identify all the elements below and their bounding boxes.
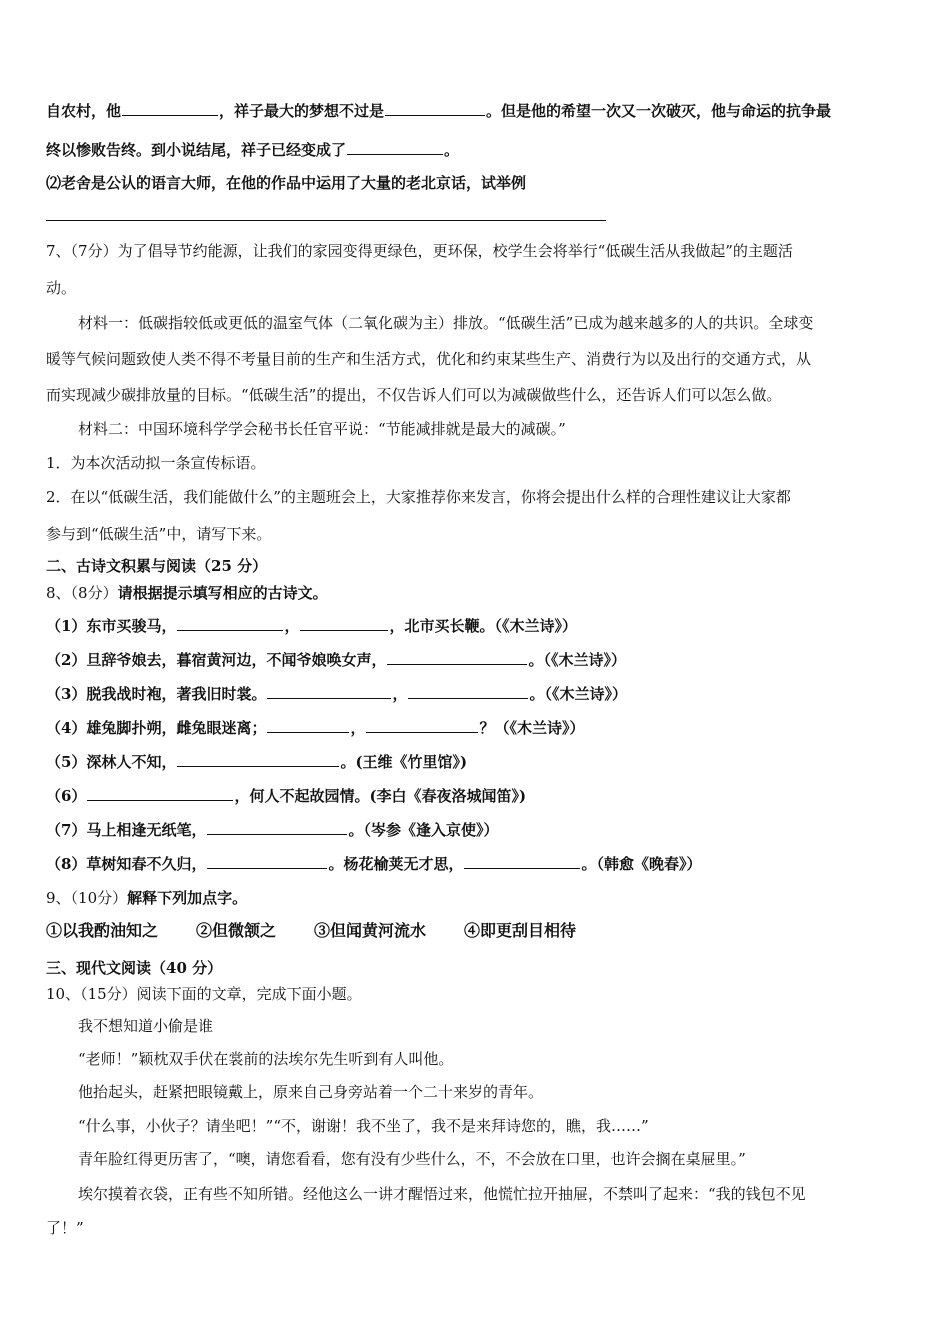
q7-title: 7、（7分）为了倡导节约能源，让我们的家园变得更绿色，更环保，校学生会将举行“低碳生活从我做起”的主题活 — [46, 242, 793, 260]
story-paragraph: 青年脸红得更历害了，“噢，请您看看，您有没有少些什么，不，不会放在口里，也许会搁在桌屉里。” — [78, 1150, 746, 1168]
answer-blank[interactable] — [385, 101, 485, 116]
q8-item: （1）东市买骏马， ， ，北市买长鞭。（《木兰诗》） — [46, 617, 577, 635]
q7-title-cont: 动。 — [46, 279, 77, 297]
answer-blank[interactable] — [207, 820, 347, 835]
answer-blank[interactable] — [300, 616, 388, 631]
q6-line-2: 终以惨败告终。到小说结尾，祥子已经变成了 。 — [46, 141, 460, 159]
material-1-line: 而实现减少碳排放量的目标。“低碳生活”的提出，不仅告诉人们可以为减碳做些什么，还告诉人们可以怎么做。 — [46, 386, 782, 404]
q9-items — [46, 921, 576, 941]
q6-line-1: 自农村，他 ，祥子最大的梦想不过是 。但是他的希望一次又一次破灭，他与命运的抗争最 — [46, 102, 832, 120]
q8-item: （8）草树知春不久归， 。杨花榆荚无才思， 。（韩愈《晚春》） — [46, 855, 702, 873]
q8-item: （5）深林人不知， 。(王维《竹里馆》) — [46, 753, 468, 771]
answer-blank[interactable] — [177, 616, 283, 631]
answer-blank[interactable] — [464, 854, 580, 869]
answer-blank[interactable] — [267, 718, 349, 733]
material-2: 材料二：中国环境科学学会秘书长任官平说：“节能减排就是最大的减碳。” — [78, 420, 566, 438]
q9-item: ④即更刮目相待 — [464, 921, 577, 940]
q9-item: ③但闻黄河流水 — [314, 921, 427, 940]
story-paragraph: “老师！”颖枕双手伏在裳前的法埃尔先生听到有人叫他。 — [78, 1050, 454, 1068]
answer-blank[interactable] — [387, 650, 527, 665]
section-heading: 二、古诗文积累与阅读（25 分） — [46, 557, 268, 575]
q8-item: （7）马上相逢无纸笔， 。（岑参《逢入京使》） — [46, 821, 499, 839]
q10-title: 10、（15分）阅读下面的文章，完成下面小题。 — [46, 985, 362, 1003]
material-1-line: 暖等气候问题致使人类不得不考量目前的生产和生活方式，优化和约束某些生产、消费行为以及出行的交通方式，从 — [46, 350, 812, 368]
answer-blank[interactable] — [267, 684, 391, 699]
q8-item: （6） ，何人不起故园情。(李白《春夜洛城闻笛》) — [46, 787, 527, 805]
q8-item: （3）脱我战时袍，著我旧时裳。 ， 。（《木兰诗》） — [46, 685, 627, 703]
story-paragraph: 埃尔摸着衣袋，正有些不知所错。经他这么一讲才醒悟过来，他慌忙拉开抽屉，不禁叫了起来：“我的钱包不见 — [78, 1185, 806, 1203]
q7-sub-1: 1．为本次活动拟一条宣传标语。 — [46, 454, 266, 472]
answer-blank[interactable] — [122, 101, 218, 116]
answer-blank[interactable] — [177, 752, 339, 767]
q7-sub-2-cont: 参与到“低碳生活”中，请写下来。 — [46, 525, 272, 543]
answer-blank[interactable] — [207, 854, 327, 869]
answer-blank[interactable] — [87, 786, 233, 801]
q6-line-3: ⑵老舍是公认的语言大师，在他的作品中运用了大量的老北京话，试举例 — [46, 174, 527, 192]
q8-title: 8、（8分）请根据提示填写相应的古诗文。 — [46, 584, 328, 602]
material-1-line: 材料一：低碳指较低或更低的温室气体（二氧化碳为主）排放。“低碳生活”已成为越来越多的人的共识。全球变 — [78, 314, 814, 332]
q7-sub-2: 2．在以“低碳生活，我们能做什么”的主题班会上，大家推荐你来发言，你将会提出什么样的合理性建议让大家都 — [46, 488, 791, 506]
story-paragraph-cont: 了！” — [46, 1219, 84, 1237]
q8-item: （4）雄兔脚扑朔，雌兔眼迷离； ， ？（《木兰诗》） — [46, 719, 585, 737]
story-paragraph: 他抬起头，赶紧把眼镜戴上，原来自己身旁站着一个二十来岁的青年。 — [78, 1083, 544, 1101]
answer-blank[interactable] — [408, 684, 528, 699]
section-heading: 三、现代文阅读（40 分） — [46, 959, 223, 977]
story-title: 我不想知道小偷是谁 — [78, 1017, 214, 1035]
q9-title: 9、（10分）解释下列加点字。 — [46, 889, 248, 907]
q9-item: ①以我酌油知之 — [46, 921, 159, 940]
answer-blank[interactable] — [366, 718, 478, 733]
q9-item: ②但微颔之 — [196, 921, 277, 940]
q8-item: （2）旦辞爷娘去，暮宿黄河边，不闻爷娘唤女声， 。（《木兰诗》） — [46, 651, 626, 669]
story-paragraph: “什么事，小伙子？请坐吧！”“不，谢谢！我不坐了，我不是来拜诗您的，瞧，我……” — [78, 1117, 649, 1135]
answer-line[interactable] — [46, 220, 606, 221]
answer-blank[interactable] — [347, 140, 443, 155]
